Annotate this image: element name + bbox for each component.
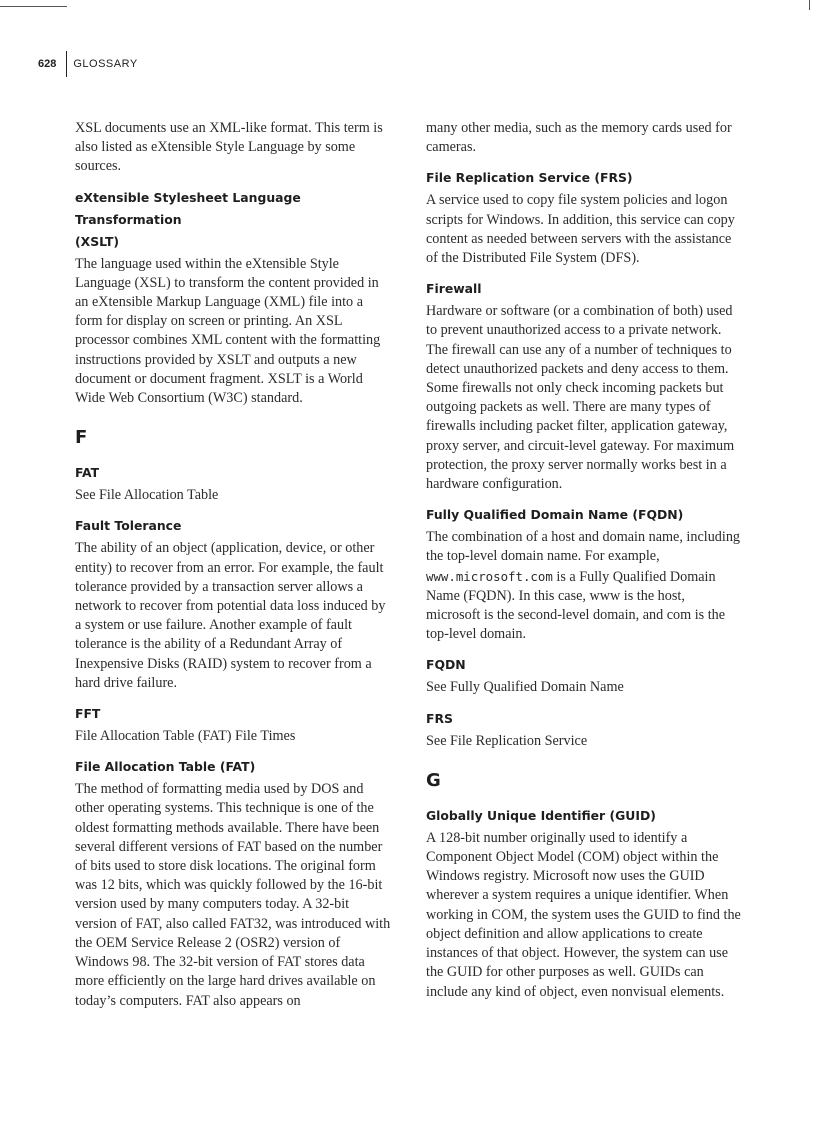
glossary-entry-fully-qualified-domain-name — [426, 504, 742, 644]
definition-text: See File Allocation Table — [75, 487, 219, 504]
glossary-entry-fault-tolerance — [75, 515, 391, 693]
definition-text: See File Replication Service — [426, 732, 588, 749]
glossary-term: Fully Qualified Domain Name (FQDN) — [426, 507, 684, 523]
glossary-entry-continuation — [426, 119, 742, 157]
definition-text-part: The combination of a host and domain name, including the top-level domain name. For example, — [426, 529, 741, 565]
crop-mark — [809, 0, 810, 10]
crop-mark — [0, 6, 67, 7]
term-line: (XSLT) — [75, 233, 120, 249]
glossary-entry-frs — [426, 708, 742, 751]
definition-text: many other media, such as the memory cards used for cameras. — [426, 120, 732, 156]
definition-text: The method of formatting media used by DOS and other operating systems. This technique is one of the oldest formatting methods available. There have been several different versions of FAT based on the number of bits used to store disk locations. The original form was 12 bits, which was quickly followed by the 16-bit version used by many computers today. A 32-bit version of FAT, also called FAT32, was introduced with the OEM Service Release 2 (OSR2) version of Windows 98. The 32-bit version of FAT stores data more efficiently on the large hard drives available on today’s computers. FAT also appears on — [75, 781, 391, 1009]
glossary-entry-firewall — [426, 278, 742, 494]
section-name: GLOSSARY — [73, 58, 138, 70]
definition-text: A service used to copy file system policies and logon scripts for Windows. In addition, this service can copy content as needed between servers with the assistance of the Distributed File System (DFS). — [426, 192, 735, 267]
definition-text: File Allocation Table (FAT) File Times — [75, 728, 296, 745]
glossary-entry-guid — [426, 805, 742, 1002]
glossary-term: FAT — [75, 465, 100, 481]
definition-text: Hardware or software (or a combination of both) used to prevent unauthorized access to a private network. The firewall can use any of a number of techniques to detect unauthorized packets and deny access to them. Some firewalls not only check incoming packets but outgoing packets as well. There are many types of firewalls including packet filter, application gateway, proxy server, and circuit-level gateway. For maximum protection, the proxy server normally works best in a hardware configuration. — [426, 303, 735, 493]
glossary-term: Firewall — [426, 281, 482, 297]
glossary-entry-xslt — [75, 187, 391, 409]
left-column — [75, 119, 391, 1021]
letter-heading-g: G — [426, 769, 441, 791]
definition-text — [426, 528, 742, 644]
glossary-entry-file-replication-service — [426, 167, 742, 268]
glossary-entry-file-allocation-table — [75, 756, 391, 1010]
glossary-term: FRS — [426, 710, 453, 726]
glossary-entry-fat — [75, 462, 391, 505]
definition-text: The language used within the eXtensible Style Language (XSL) to transform the content provided in an eXtensible Markup Language (XML) file into a form for display on screen or printing. An XSL processor combines XML content with the formatting instructions provided by XSLT and outputs a new document or document fragment. XSLT is a World Wide Web Consortium (W3C) standard. — [75, 255, 381, 407]
definition-text: XSL documents use an XML-like format. This term is also listed as eXtensible Style Language by some sources. — [75, 120, 383, 175]
definition-text: The ability of an object (application, device, or other entity) to recover from an error. For example, the fault tolerance provided by a transaction server allows a network to recover from potential data loss induced by a system or use failure. Another example of fault tolerance is the ability of a Redundant Array of Inexpensive Disks (RAID) system to recover from a hard drive failure. — [75, 540, 386, 691]
glossary-term: FFT — [75, 706, 101, 722]
glossary-term: FQDN — [426, 657, 466, 673]
right-column — [426, 119, 742, 1012]
glossary-term: File Allocation Table (FAT) — [75, 759, 256, 775]
term-line: eXtensible Stylesheet Language Transformation — [75, 189, 301, 227]
glossary-term — [75, 187, 391, 253]
page-number: 628 — [38, 58, 57, 70]
glossary-entry-continuation — [75, 119, 391, 177]
letter-heading-f: F — [75, 427, 88, 449]
glossary-entry-fft — [75, 703, 391, 746]
glossary-term: Globally Unique Identifier (GUID) — [426, 807, 656, 823]
header-divider — [66, 51, 67, 77]
code-example: www.microsoft.com — [426, 568, 553, 584]
definition-text-part: is a Fully Qualified Domain Name (FQDN). In this case, www is the host, microsoft is the second-level domain, and com is the top-level domain. — [426, 568, 726, 643]
definition-text: A 128-bit number originally used to identify a Component Object Model (COM) object within the Windows registry. Microsoft now uses the GUID wherever a system requires a unique identifier. When working in COM, the system uses the GUID to find the object definition and allow applications to create instances of that object. However, the system can use the GUID for other purposes as well. GUIDs can include any kind of object, even nonvisual elements. — [426, 829, 741, 1000]
glossary-term: Fault Tolerance — [75, 518, 182, 534]
glossary-entry-fqdn — [426, 654, 742, 697]
running-head — [38, 51, 138, 77]
glossary-term: File Replication Service (FRS) — [426, 170, 633, 186]
definition-text: See Fully Qualified Domain Name — [426, 679, 624, 696]
